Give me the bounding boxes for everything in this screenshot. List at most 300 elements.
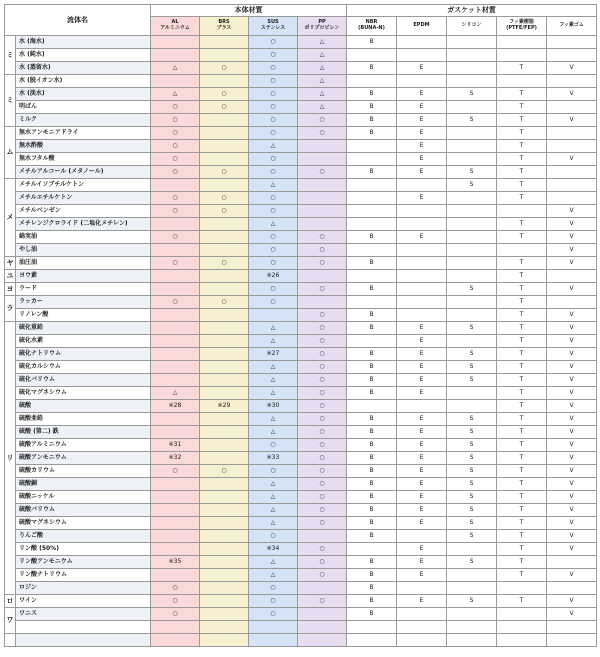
compatibility-cell: [200, 426, 249, 439]
compatibility-cell: [397, 36, 447, 49]
compatibility-cell: ○: [298, 244, 347, 257]
compatibility-cell: S: [447, 374, 497, 387]
material-code: EPDM: [413, 22, 430, 29]
fluid-row: [5, 127, 597, 140]
compatibility-cell: ○: [151, 205, 200, 218]
compatibility-cell: [298, 582, 347, 595]
compatibility-cell: [447, 218, 497, 231]
compatibility-cell: [200, 504, 249, 517]
compatibility-cell: [298, 530, 347, 543]
compatibility-cell: V: [547, 335, 597, 348]
fluid-name: リン酸ナトリウム: [16, 569, 151, 582]
fluid-row: [5, 205, 597, 218]
compatibility-cell: B: [347, 608, 397, 621]
compatibility-cell: V: [547, 62, 597, 75]
compatibility-cell: E: [397, 556, 447, 569]
kana-group-label: [5, 634, 16, 647]
compatibility-cell: [298, 296, 347, 309]
fluid-row: [5, 400, 597, 413]
fluid-row: [5, 270, 597, 283]
compatibility-cell: [347, 634, 397, 647]
compatibility-cell: △: [249, 322, 298, 335]
compatibility-cell: V: [547, 452, 597, 465]
compatibility-cell: ○: [298, 517, 347, 530]
fluid-name: リン酸アンモニウム: [16, 556, 151, 569]
compatibility-cell: △: [298, 75, 347, 88]
material-column-header: [397, 17, 447, 36]
compatibility-cell: S: [447, 530, 497, 543]
fluid-row: [5, 361, 597, 374]
compatibility-cell: B: [347, 101, 397, 114]
compatibility-cell: B: [347, 348, 397, 361]
fluid-name: 硫酸銅: [16, 478, 151, 491]
compatibility-cell: S: [447, 426, 497, 439]
compatibility-cell: [200, 114, 249, 127]
compatibility-cell: [347, 244, 397, 257]
material-code: BRS: [218, 19, 230, 26]
fluid-name: 無水酢酸: [16, 140, 151, 153]
compatibility-cell: T: [497, 595, 547, 608]
fluid-row: [5, 179, 597, 192]
fluid-row: [5, 491, 597, 504]
compatibility-cell: [397, 270, 447, 283]
gasket-material-header: ガスケット材質: [347, 5, 597, 17]
compatibility-cell: [347, 270, 397, 283]
compatibility-cell: [447, 36, 497, 49]
compatibility-cell: [298, 634, 347, 647]
compatibility-cell: ○: [249, 88, 298, 101]
compatibility-cell: [447, 634, 497, 647]
compatibility-cell: [447, 140, 497, 153]
compatibility-cell: ○: [249, 166, 298, 179]
compatibility-cell: [200, 621, 249, 634]
compatibility-cell: [249, 634, 298, 647]
compatibility-cell: ○: [151, 153, 200, 166]
compatibility-cell: T: [497, 127, 547, 140]
fluid-name: 水 (純水): [16, 49, 151, 62]
compatibility-cell: B: [347, 361, 397, 374]
compatibility-cell: [151, 634, 200, 647]
compatibility-cell: B: [347, 452, 397, 465]
compatibility-cell: ○: [298, 400, 347, 413]
compatibility-cell: S: [447, 88, 497, 101]
compatibility-cell: T: [497, 192, 547, 205]
compatibility-cell: ○: [200, 101, 249, 114]
compatibility-cell: ※31: [151, 439, 200, 452]
kana-group-label: リ: [5, 322, 16, 595]
compatibility-cell: S: [447, 595, 497, 608]
compatibility-cell: T: [497, 114, 547, 127]
compatibility-cell: ※32: [151, 452, 200, 465]
compatibility-cell: ※34: [249, 543, 298, 556]
compatibility-cell: ○: [200, 296, 249, 309]
fluid-rows: [5, 36, 597, 647]
compatibility-cell: [497, 36, 547, 49]
compatibility-cell: ○: [249, 75, 298, 88]
compatibility-cell: [151, 413, 200, 426]
compatibility-cell: ○: [298, 348, 347, 361]
fluid-row: [5, 36, 597, 49]
fluid-row: [5, 621, 597, 634]
compatibility-cell: ○: [151, 127, 200, 140]
kana-group-label: ロ: [5, 595, 16, 608]
compatibility-cell: ○: [298, 504, 347, 517]
compatibility-cell: V: [547, 504, 597, 517]
compatibility-cell: E: [397, 322, 447, 335]
compatibility-cell: T: [497, 140, 547, 153]
compatibility-cell: ○: [298, 413, 347, 426]
fluid-row: [5, 426, 597, 439]
compatibility-cell: V: [547, 231, 597, 244]
compatibility-cell: E: [397, 374, 447, 387]
compatibility-cell: [151, 426, 200, 439]
compatibility-cell: ※27: [249, 348, 298, 361]
fluid-name: 明ばん: [16, 101, 151, 114]
compatibility-cell: T: [497, 179, 547, 192]
compatibility-cell: [151, 244, 200, 257]
compatibility-cell: S: [447, 465, 497, 478]
material-column-header: [298, 17, 347, 36]
compatibility-cell: ○: [298, 426, 347, 439]
compatibility-cell: V: [547, 322, 597, 335]
compatibility-cell: ○: [151, 608, 200, 621]
compatibility-cell: [200, 322, 249, 335]
compatibility-cell: [347, 49, 397, 62]
compatibility-cell: [547, 101, 597, 114]
compatibility-cell: S: [447, 322, 497, 335]
compatibility-cell: [200, 140, 249, 153]
material-column-header: [447, 17, 497, 36]
compatibility-cell: [200, 517, 249, 530]
compatibility-cell: △: [249, 491, 298, 504]
compatibility-cell: ○: [298, 543, 347, 556]
compatibility-cell: [200, 374, 249, 387]
compatibility-cell: [347, 153, 397, 166]
fluid-row: [5, 387, 597, 400]
compatibility-cell: ○: [298, 452, 347, 465]
fluid-name: 無水フタル酸: [16, 153, 151, 166]
fluid-name: 水 (海水): [16, 36, 151, 49]
fluid-row: [5, 257, 597, 270]
compatibility-cell: [151, 361, 200, 374]
compatibility-cell: T: [497, 374, 547, 387]
fluid-row: [5, 335, 597, 348]
compatibility-cell: ※35: [151, 556, 200, 569]
compatibility-cell: [397, 634, 447, 647]
compatibility-cell: V: [547, 426, 597, 439]
compatibility-cell: [298, 192, 347, 205]
compatibility-cell: [447, 101, 497, 114]
compatibility-cell: E: [397, 166, 447, 179]
compatibility-cell: ○: [249, 257, 298, 270]
compatibility-cell: [151, 36, 200, 49]
compatibility-cell: [200, 335, 249, 348]
compatibility-cell: [200, 218, 249, 231]
compatibility-cell: [200, 556, 249, 569]
compatibility-cell: [547, 75, 597, 88]
compatibility-cell: ○: [249, 231, 298, 244]
body-material-header: 本体材質: [151, 5, 347, 17]
compatibility-cell: ○: [151, 101, 200, 114]
compatibility-cell: S: [447, 491, 497, 504]
compatibility-cell: [347, 296, 397, 309]
compatibility-cell: S: [447, 504, 497, 517]
fluid-name: 綿実油: [16, 231, 151, 244]
compatibility-cell: △: [249, 218, 298, 231]
compatibility-cell: [447, 75, 497, 88]
compatibility-cell: T: [497, 556, 547, 569]
compatibility-cell: ○: [249, 114, 298, 127]
compatibility-cell: [547, 192, 597, 205]
compatibility-cell: S: [447, 413, 497, 426]
compatibility-cell: [547, 556, 597, 569]
compatibility-cell: V: [547, 400, 597, 413]
material-column-header: [200, 17, 249, 36]
compatibility-cell: V: [547, 608, 597, 621]
header-group-row: [5, 5, 597, 17]
fluid-name: [16, 621, 151, 634]
compatibility-cell: [397, 530, 447, 543]
compatibility-cell: [151, 504, 200, 517]
compatibility-cell: [547, 621, 597, 634]
kana-group-label: ヨ: [5, 283, 16, 296]
compatibility-cell: [151, 322, 200, 335]
compatibility-cell: T: [497, 335, 547, 348]
fluid-row: [5, 374, 597, 387]
compatibility-cell: T: [497, 348, 547, 361]
compatibility-cell: [447, 62, 497, 75]
compatibility-cell: [447, 231, 497, 244]
compatibility-cell: △: [298, 88, 347, 101]
compatibility-cell: [347, 400, 397, 413]
fluid-row: [5, 283, 597, 296]
compatibility-cell: [447, 387, 497, 400]
compatibility-cell: B: [347, 439, 397, 452]
compatibility-cell: S: [447, 556, 497, 569]
compatibility-cell: T: [497, 309, 547, 322]
compatibility-cell: T: [497, 166, 547, 179]
compatibility-cell: [397, 49, 447, 62]
compatibility-cell: [497, 582, 547, 595]
fluid-row: [5, 62, 597, 75]
compatibility-cell: T: [497, 530, 547, 543]
material-column-header: [547, 17, 597, 36]
compatibility-cell: [447, 569, 497, 582]
compatibility-cell: T: [497, 257, 547, 270]
compatibility-cell: [397, 400, 447, 413]
compatibility-cell: [200, 387, 249, 400]
compatibility-cell: [200, 49, 249, 62]
fluid-row: [5, 192, 597, 205]
compatibility-cell: T: [497, 153, 547, 166]
compatibility-cell: S: [447, 517, 497, 530]
fluid-row: [5, 556, 597, 569]
compatibility-cell: [151, 491, 200, 504]
fluid-name: リノレン酸: [16, 309, 151, 322]
compatibility-cell: [447, 309, 497, 322]
compatibility-cell: S: [447, 452, 497, 465]
compatibility-cell: ○: [200, 166, 249, 179]
compatibility-cell: B: [347, 322, 397, 335]
compatibility-cell: E: [397, 491, 447, 504]
fluid-row: [5, 478, 597, 491]
compatibility-cell: [397, 205, 447, 218]
fluid-row: [5, 569, 597, 582]
compatibility-cell: [347, 140, 397, 153]
compatibility-cell: ○: [249, 62, 298, 75]
fluid-name: ワイン: [16, 595, 151, 608]
compatibility-cell: [200, 361, 249, 374]
compatibility-cell: ○: [249, 296, 298, 309]
compatibility-cell: △: [249, 478, 298, 491]
fluid-name: [16, 634, 151, 647]
compatibility-cell: [397, 257, 447, 270]
compatibility-cell: E: [397, 348, 447, 361]
compatibility-cell: B: [347, 387, 397, 400]
compatibility-table-wrapper: [4, 4, 596, 647]
compatibility-cell: ○: [298, 478, 347, 491]
compatibility-cell: [497, 634, 547, 647]
compatibility-cell: E: [397, 413, 447, 426]
compatibility-cell: ○: [200, 62, 249, 75]
compatibility-cell: [547, 296, 597, 309]
compatibility-cell: E: [397, 426, 447, 439]
chemical-compatibility-table: [4, 4, 597, 647]
fluid-row: [5, 166, 597, 179]
compatibility-cell: [347, 218, 397, 231]
compatibility-cell: ○: [249, 608, 298, 621]
fluid-row: [5, 439, 597, 452]
compatibility-cell: T: [497, 504, 547, 517]
compatibility-cell: [347, 75, 397, 88]
compatibility-cell: V: [547, 517, 597, 530]
compatibility-cell: △: [298, 36, 347, 49]
compatibility-cell: V: [547, 413, 597, 426]
compatibility-cell: [447, 257, 497, 270]
compatibility-cell: ○: [151, 114, 200, 127]
compatibility-cell: ※26: [249, 270, 298, 283]
fluid-name: 硫酸 (第二) 鉄: [16, 426, 151, 439]
fluid-row: [5, 309, 597, 322]
compatibility-cell: [200, 179, 249, 192]
fluid-name: 水 (蒸留水): [16, 62, 151, 75]
compatibility-cell: [497, 205, 547, 218]
kana-group-label: ミ: [5, 75, 16, 127]
compatibility-cell: ○: [298, 569, 347, 582]
compatibility-cell: △: [249, 374, 298, 387]
compatibility-cell: [200, 75, 249, 88]
compatibility-cell: [447, 335, 497, 348]
material-code: シリコン: [461, 22, 482, 29]
fluid-row: [5, 218, 597, 231]
compatibility-cell: T: [497, 452, 547, 465]
compatibility-cell: ○: [249, 283, 298, 296]
compatibility-cell: ○: [249, 127, 298, 140]
compatibility-cell: ○: [298, 166, 347, 179]
compatibility-cell: [200, 153, 249, 166]
compatibility-cell: ○: [151, 140, 200, 153]
material-code: SUS: [267, 19, 279, 26]
compatibility-cell: [200, 608, 249, 621]
fluid-name: メチルイソブチルケトン: [16, 179, 151, 192]
compatibility-cell: [151, 270, 200, 283]
compatibility-cell: [447, 270, 497, 283]
compatibility-cell: B: [347, 62, 397, 75]
fluid-name: ミルク: [16, 114, 151, 127]
compatibility-cell: ○: [298, 114, 347, 127]
compatibility-cell: E: [397, 569, 447, 582]
compatibility-cell: △: [151, 88, 200, 101]
fluid-row: [5, 244, 597, 257]
fluid-name: 硫化水素: [16, 335, 151, 348]
compatibility-cell: [200, 309, 249, 322]
compatibility-cell: [547, 49, 597, 62]
material-name: ブラス: [216, 25, 232, 31]
fluid-row: [5, 452, 597, 465]
compatibility-cell: T: [497, 517, 547, 530]
compatibility-cell: T: [497, 270, 547, 283]
compatibility-cell: ○: [249, 101, 298, 114]
compatibility-cell: ○: [298, 361, 347, 374]
fluid-name: 硫化バリウム: [16, 374, 151, 387]
compatibility-cell: E: [397, 127, 447, 140]
compatibility-cell: [347, 621, 397, 634]
compatibility-cell: △: [249, 335, 298, 348]
compatibility-cell: [447, 296, 497, 309]
compatibility-cell: V: [547, 88, 597, 101]
compatibility-cell: E: [397, 361, 447, 374]
compatibility-cell: [447, 621, 497, 634]
fluid-name: りんご酸: [16, 530, 151, 543]
compatibility-cell: [497, 608, 547, 621]
compatibility-cell: E: [397, 140, 447, 153]
compatibility-cell: S: [447, 361, 497, 374]
fluid-row: [5, 517, 597, 530]
compatibility-cell: ○: [200, 205, 249, 218]
fluid-name: ヨウ素: [16, 270, 151, 283]
material-column-header: [347, 17, 397, 36]
fluid-name: 硫酸バリウム: [16, 504, 151, 517]
compatibility-cell: T: [497, 88, 547, 101]
compatibility-cell: [298, 205, 347, 218]
material-code: フッ素ゴム: [559, 22, 584, 29]
compatibility-cell: [151, 49, 200, 62]
compatibility-cell: ※30: [249, 400, 298, 413]
compatibility-cell: ※33: [249, 452, 298, 465]
kana-group-label: ラ: [5, 296, 16, 322]
kana-group-label: ワ: [5, 608, 16, 634]
compatibility-cell: ○: [298, 335, 347, 348]
compatibility-cell: T: [497, 322, 547, 335]
compatibility-cell: ○: [151, 595, 200, 608]
compatibility-cell: ○: [298, 231, 347, 244]
compatibility-cell: B: [347, 582, 397, 595]
compatibility-cell: V: [547, 283, 597, 296]
compatibility-cell: V: [547, 387, 597, 400]
compatibility-cell: [200, 543, 249, 556]
compatibility-cell: △: [249, 569, 298, 582]
compatibility-cell: ○: [249, 244, 298, 257]
compatibility-cell: [347, 335, 397, 348]
compatibility-cell: E: [397, 153, 447, 166]
compatibility-cell: ※29: [200, 400, 249, 413]
compatibility-cell: E: [397, 387, 447, 400]
compatibility-cell: △: [249, 387, 298, 400]
compatibility-cell: △: [151, 62, 200, 75]
compatibility-cell: ○: [298, 387, 347, 400]
compatibility-cell: ○: [249, 36, 298, 49]
compatibility-cell: [347, 179, 397, 192]
